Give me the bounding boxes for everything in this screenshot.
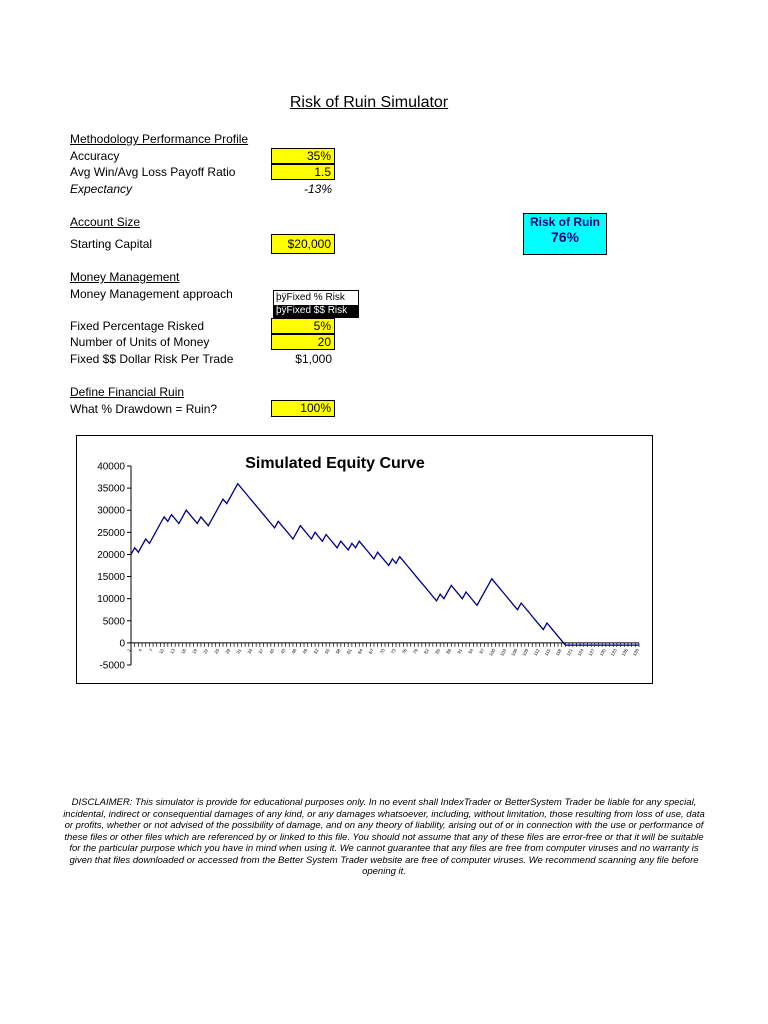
chart-title: Simulated Equity Curve (245, 455, 425, 472)
equity-chart (77, 436, 652, 683)
equity-chart-frame (76, 435, 653, 684)
y-tick-label: 5000 (102, 616, 125, 628)
y-tick-label: 25000 (97, 527, 125, 539)
x-tick-label: 124 (576, 647, 585, 657)
units-input[interactable]: 20 (271, 334, 335, 350)
payoff-label: Avg Win/Avg Loss Payoff Ratio (70, 165, 236, 179)
x-tick-label: 46 (290, 647, 298, 655)
capital-input[interactable]: $20,000 (271, 234, 335, 254)
equity-series-line (131, 484, 639, 645)
accuracy-input[interactable]: 35% (271, 148, 335, 164)
approach-listbox[interactable] (273, 290, 359, 318)
page-title: Risk of Ruin Simulator (289, 94, 449, 111)
y-tick-label: 10000 (97, 594, 125, 606)
x-tick-label: 58 (334, 647, 342, 655)
x-tick-label: 100 (488, 647, 497, 657)
x-tick-label: 127 (587, 647, 596, 657)
approach-label: Money Management approach (70, 287, 233, 301)
x-tick-label: 73 (390, 647, 397, 655)
y-tick-label: 30000 (97, 505, 125, 517)
methodology-heading: Methodology Performance Profile (70, 132, 249, 146)
x-tick-label: 97 (478, 647, 486, 655)
x-tick-label: 133 (609, 647, 618, 657)
x-tick-label: 49 (301, 647, 309, 655)
x-tick-label: 88 (445, 647, 453, 655)
x-tick-label: 25 (213, 647, 221, 655)
payoff-input[interactable]: 1.5 (271, 164, 335, 180)
x-tick-label: 7 (148, 647, 154, 653)
drawdown-input[interactable]: 100% (271, 400, 335, 417)
approach-option-fixed-dollar[interactable]: þÿFixed $$ Risk (274, 305, 358, 317)
account-heading: Account Size (70, 215, 141, 229)
drawdown-label: What % Drawdown = Ruin? (70, 402, 218, 416)
x-tick-label: 106 (510, 647, 519, 657)
x-tick-label: 28 (224, 647, 232, 655)
x-tick-label: 85 (434, 647, 442, 655)
x-tick-label: 118 (554, 647, 563, 657)
x-tick-label: 91 (456, 647, 464, 655)
units-label: Number of Units of Money (70, 335, 210, 349)
x-tick-label: 52 (312, 647, 320, 655)
x-tick-label: 94 (467, 647, 475, 655)
x-tick-label: 79 (412, 647, 419, 655)
risk-of-ruin-box (523, 213, 607, 255)
x-tick-label: 19 (191, 647, 199, 655)
x-tick-label: 112 (532, 647, 541, 657)
x-tick-label: 139 (631, 647, 640, 657)
x-tick-label: 13 (169, 647, 177, 655)
y-tick-label: 40000 (97, 461, 125, 473)
x-tick-label: 130 (598, 647, 607, 657)
x-tick-label: 115 (543, 647, 552, 657)
x-tick-label: 64 (356, 647, 364, 655)
x-tick-label: 1 (126, 647, 132, 653)
fixed-pct-input[interactable]: 5% (271, 318, 335, 334)
x-tick-label: 4 (137, 647, 143, 653)
risk-of-ruin-label: Risk of Ruin (529, 215, 600, 229)
x-tick-label: 10 (158, 647, 165, 655)
x-tick-label: 103 (499, 647, 508, 657)
y-tick-label: -5000 (99, 660, 125, 672)
accuracy-label: Accuracy (70, 149, 120, 163)
fixed-pct-label: Fixed Percentage Risked (70, 319, 205, 333)
y-tick-label: 20000 (97, 549, 125, 561)
x-tick-label: 22 (202, 647, 210, 655)
expectancy-label: Expectancy (70, 182, 133, 196)
x-tick-label: 34 (246, 647, 254, 655)
x-tick-label: 43 (279, 647, 287, 655)
x-tick-label: 136 (620, 647, 629, 657)
x-tick-label: 55 (323, 647, 331, 655)
x-tick-label: 40 (268, 647, 276, 655)
x-tick-label: 82 (423, 647, 431, 655)
ruin-heading: Define Financial Ruin (70, 385, 185, 399)
x-tick-label: 121 (565, 647, 574, 657)
x-tick-label: 76 (401, 647, 408, 655)
x-tick-label: 109 (521, 647, 530, 657)
dollar-risk-label: Fixed $$ Dollar Risk Per Trade (70, 352, 234, 366)
money-management-heading: Money Management (70, 270, 180, 284)
disclaimer-text: DISCLAIMER: This simulator is provide for educational purposes only. In no event shall IndexTrader or BetterSystem Trader be liable for any special, incidental, indirect or consequential damages of any kind, or any damages whatsoever, including, without limitation, those resulting from loss of use, data or profits, whether or not advised of the possibility of damage, and on any theory of liability, arising out of or in connection with the use or performance of these files or other files which are referenced by or linked to this file. You should not assume that any of these files are error-free or that it will be suitable for the particular purpose which you have in mind when using it. We cannot guarantee that any files are free from computer viruses and no warranty is given that files downloaded or accessed from the Better System Trader website are free of computer viruses. We recommend scanning any file before opening it. (63, 797, 705, 877)
y-tick-label: 35000 (97, 483, 125, 495)
x-tick-label: 70 (379, 647, 386, 655)
y-tick-label: 0 (119, 638, 125, 650)
x-tick-label: 37 (257, 647, 265, 655)
approach-option-fixed-percent[interactable]: þÿFixed % Risk (276, 292, 345, 303)
y-tick-label: 15000 (97, 572, 125, 584)
x-tick-label: 31 (235, 647, 243, 655)
dollar-risk-value: $1,000 (295, 352, 332, 366)
x-tick-label: 67 (367, 647, 375, 655)
capital-label: Starting Capital (70, 237, 153, 251)
risk-of-ruin-value: 76% (550, 229, 580, 245)
x-tick-label: 16 (180, 647, 188, 655)
expectancy-value: -13% (303, 182, 332, 196)
x-tick-label: 61 (345, 647, 353, 655)
